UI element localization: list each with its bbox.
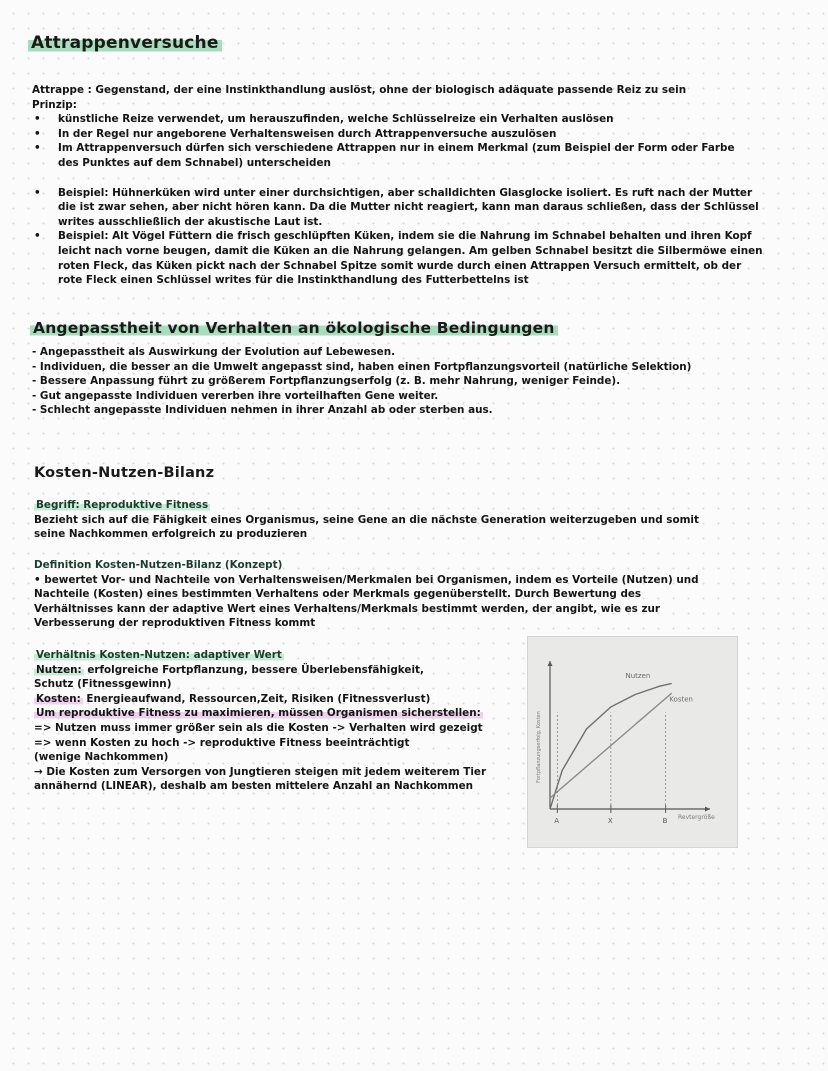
ratio-block	[34, 648, 486, 794]
bullet-continuation: des Punktes auf dem Schnabel) unterscheiden	[58, 156, 331, 169]
x-axis-label: Revtergröße	[678, 814, 715, 821]
definition-line: Verbesserung der reproduktiven Fitness kommt	[34, 617, 316, 630]
example-line: writes ausschließlich der akustische Laut ist.	[58, 215, 323, 228]
list-line: - Individuen, die besser an die Umwelt angepasst sind, haben einen Fortpflanzungsvorteil (natürliche Selektion)	[32, 360, 692, 373]
section-title-kosten-nutzen	[34, 465, 214, 481]
list-line: - Angepasstheit als Auswirkung der Evolution auf Lebewesen.	[32, 346, 396, 358]
title-text: Kosten-Nutzen-Bilanz	[34, 465, 215, 481]
series-line-kosten	[550, 693, 672, 798]
example-item: • Beispiel: Alt Vögel Füttern die frisch geschlüpften Küken, indem sie die Nahrung im Schnabel behalten und ihren Kopf	[34, 230, 752, 243]
maximize-line: Um reproduktive Fitness zu maximieren, müssen Organismen sicherstellen:	[36, 707, 481, 720]
definition-heading: Definition Kosten-Nutzen-Bilanz (Konzept)	[34, 559, 283, 571]
section-title-attrappenversuche	[28, 33, 222, 53]
arrow-line: => wenn Kosten zu hoch -> reproduktive Fitness beeinträchtigt	[34, 736, 410, 749]
kosten-label: Kosten:	[36, 692, 81, 705]
chart-axes	[548, 661, 711, 812]
bullet-item: • In der Regel nur angeborene Verhaltensweisen durch Attrappenversuche auszulösen	[34, 127, 557, 140]
example-item: • Beispiel: Hühnerküken wird unter einer durchsichtigen, aber schalldichten Glasglocke isoliert. Es ruft nach der Mutter	[34, 186, 753, 199]
series-label-nutzen: Nutzen	[625, 671, 651, 680]
cost-benefit-chart	[527, 636, 738, 848]
bullet-item: • künstliche Reize verwendet, um herauszufinden, welche Schlüsselreize ein Verhalten auslösen	[34, 113, 614, 126]
x-tick-label-x: X	[607, 817, 613, 825]
chart-marks	[550, 672, 693, 825]
section-title-angepasstheit	[30, 319, 558, 337]
section1-body	[32, 83, 763, 288]
nutzen-line: Nutzen: erfolgreiche Fortpflanzung, bessere Überlebensfähigkeit,	[36, 663, 424, 676]
principle-label: Prinzip:	[32, 98, 77, 111]
list-line: - Bessere Anpassung führt zu größerem Fortpflanzungserfolg (z. B. mehr Nahrung, weniger Feinde).	[32, 375, 621, 388]
fitness-line: Bezieht sich auf die Fähigkeit eines Organismus, seine Gene an die nächste Generation weiterzugeben und somit	[34, 513, 699, 526]
list-line: - Schlecht angepasste Individuen nehmen in ihrer Anzahl ab oder sterben aus.	[32, 404, 493, 417]
nutzen-continuation: Schutz (Fitnessgewinn)	[34, 678, 172, 691]
fitness-block	[34, 498, 699, 542]
fitness-line: seine Nachkommen erfolgreich zu produzieren	[34, 528, 308, 541]
definition-line: Nachteile (Kosten) eines bestimmten Verhaltens oder Merkmals gegenüberstellt. Durch Bewertung des	[34, 588, 642, 601]
nutzen-label: Nutzen:	[36, 663, 82, 676]
list-line: - Gut angepasste Individuen vererben ihre vorteilhaften Gene weiter.	[32, 389, 439, 402]
example-line: die ist zwar sehen, aber nicht hören kann. Da die Mutter nicht reagiert, kann man daraus schließen, dass der Schlüssel	[58, 201, 759, 214]
x-tick-label-a: A	[554, 817, 560, 825]
example-line: leicht nach vorne beugen, damit die Küken an die Nahrung gelangen. Am gelben Schnabel besitzt die Silbermöwe einen	[58, 244, 763, 257]
y-axis-label: Fortpflanzungserfolg, Kosten	[536, 711, 542, 783]
title-text: Angepasstheit von Verhalten an ökologische Bedingungen	[30, 319, 558, 337]
example-line: rote Fleck einen Schlüssel writes für die Instinkthandlung des Futterbettelns ist	[58, 274, 529, 287]
series-label-kosten: Kosten	[669, 695, 693, 704]
definition-block	[34, 558, 699, 631]
section2-body	[32, 345, 691, 418]
arrow-line: => Nutzen muss immer größer sein als die Kosten -> Verhalten wird gezeigt	[34, 721, 483, 734]
y-axis-arrow	[548, 661, 553, 666]
title-text: Attrappenversuche	[28, 33, 222, 53]
final-line: annähernd (LINEAR), deshalb am besten mittelere Anzahl an Nachkommen	[34, 780, 474, 793]
final-line: → Die Kosten zum Versorgen von Jungtieren steigen mit jedem weiterem Tier	[34, 765, 487, 778]
x-axis-arrow	[705, 807, 710, 812]
fitness-heading: Begriff: Reproduktive Fitness	[36, 499, 209, 511]
kosten-line: Kosten: Energieaufwand, Ressourcen,Zeit, Risiken (Fitnessverlust)	[36, 692, 431, 705]
example-line: roten Fleck, das Küken pickt nach der Schnabel Spitze somit wurde durch einen Attrappen Versuch ermittelt, ob der	[58, 259, 742, 272]
definition-line: Verhältnisses kann der adaptive Wert eines Verhaltens/Merkmals bestimmt werden, der angibt, wie es zur	[34, 602, 661, 615]
x-tick-label-b: B	[662, 817, 668, 825]
arrow-line: (wenige Nachkommen)	[34, 751, 169, 764]
definition-line: • bewertet Vor- und Nachteile von Verhaltensweisen/Merkmalen bei Organismen, indem es Vorteile (Nutzen) und	[34, 573, 699, 586]
chart-svg	[528, 637, 737, 847]
bullet-item: • Im Attrappenversuch dürfen sich verschiedene Attrappen nur in einem Merkmal (zum Beispiel der Form oder Farbe	[34, 142, 735, 155]
ratio-heading: Verhältnis Kosten-Nutzen: adaptiver Wert	[36, 649, 282, 661]
definition: Attrappe : Gegenstand, der eine Instinkthandlung auslöst, ohne der biologisch adäquate passende Reiz zu sein	[32, 84, 687, 96]
